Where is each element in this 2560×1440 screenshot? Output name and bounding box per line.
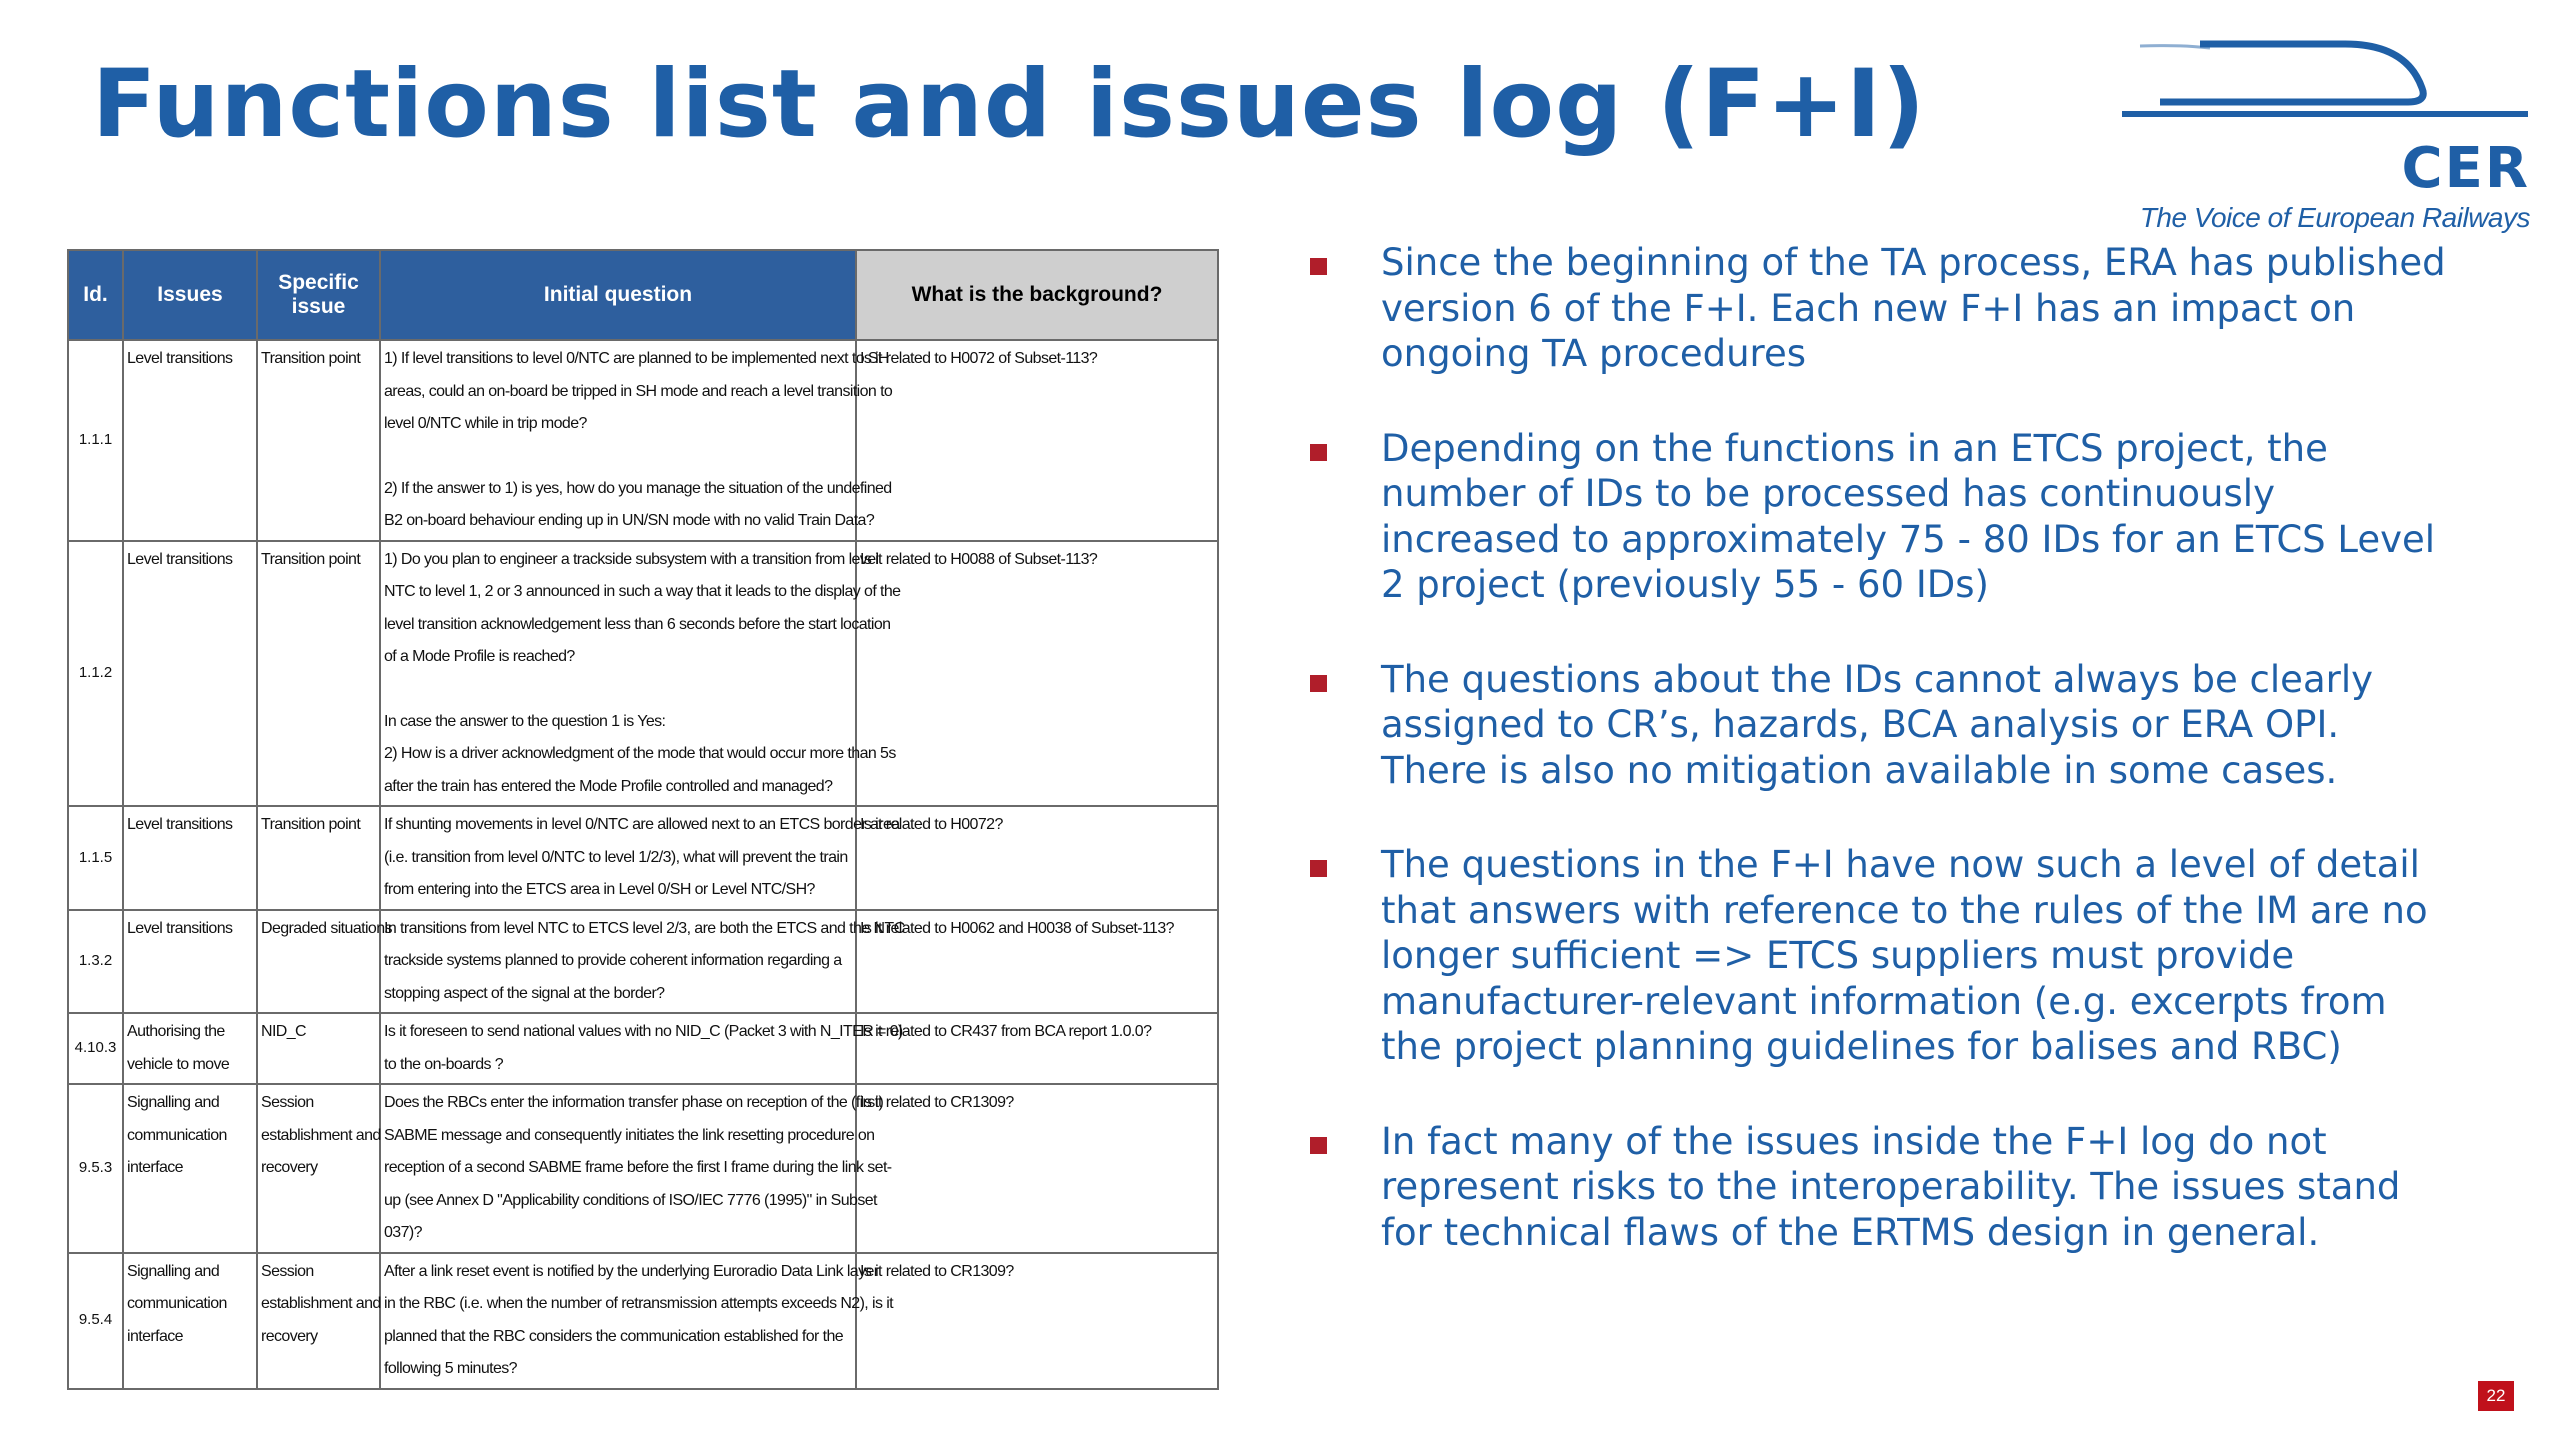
cell-background	[856, 1013, 1218, 1084]
cell-id: 1.1.5	[68, 806, 123, 910]
bullet-item	[1300, 657, 2530, 794]
cell-specific-issue	[257, 910, 392, 1014]
bullet-line: increased to approximately 75 - 80 IDs for an ETCS Level	[1381, 517, 2436, 561]
cell-id: 4.10.3	[68, 1013, 123, 1084]
bullet-line: In fact many of the issues inside the F+I log do not	[1381, 1119, 2327, 1163]
cell-issue	[123, 806, 257, 910]
cell-specific-issue	[257, 806, 380, 910]
cell-line: 1) If level transitions to level 0/NTC are planned to be implemented next to SH	[384, 350, 889, 367]
table-row	[68, 806, 1218, 910]
cell-line: Is it related to CR1309?	[860, 1262, 1014, 1280]
bullet-line: The questions about the IDs cannot always be clearly	[1381, 657, 2374, 701]
bullet-line: represent risks to the interoperability. The issues stand	[1381, 1165, 2401, 1208]
cell-line: Is it related to CR1309?	[860, 1094, 1014, 1111]
cell-line: Authorising the	[127, 1023, 225, 1040]
cell-line: 2) How is a driver acknowledgment of the mode that would occur more than 5s	[384, 745, 896, 762]
cell-line: NID_C	[261, 1023, 307, 1040]
cell-id: 9.5.3	[68, 1084, 123, 1253]
cell-specific-issue	[257, 1013, 380, 1084]
cell-id: 1.1.2	[68, 541, 123, 807]
bullet-square-icon	[1310, 258, 1327, 275]
cell-line: Session	[261, 1262, 314, 1280]
bullet-line: manufacturer-relevant information (e.g. excerpts from	[1381, 979, 2387, 1023]
cell-line: interface	[127, 1327, 183, 1345]
cell-line: from entering into the ETCS area in Level 0/SH or Level NTC/SH?	[384, 881, 815, 898]
cell-line: vehicle to move	[127, 1055, 230, 1073]
bullet-line: that answers with reference to the rules of the IM are no	[1381, 888, 2428, 932]
cell-specific-issue	[257, 541, 380, 807]
bullet-text	[1381, 657, 2530, 794]
cell-initial-question	[380, 1013, 903, 1084]
cell-issue	[123, 340, 257, 541]
logo-name: CER	[2401, 136, 2530, 201]
cell-issue	[123, 541, 257, 807]
blank-line	[384, 674, 852, 706]
cell-id: 1.1.1	[68, 340, 123, 541]
bullet-line: ongoing TA procedures	[1381, 332, 1806, 375]
cell-initial-question	[380, 1084, 892, 1253]
table-row	[68, 340, 1218, 541]
cell-issue	[123, 910, 257, 1014]
bullet-line: for technical flaws of the ERTMS design in general.	[1381, 1210, 2320, 1254]
cell-line: Signalling and	[127, 1262, 220, 1280]
bullet-text	[1381, 240, 2530, 377]
cell-line: Signalling and	[127, 1094, 220, 1111]
cell-line: Is it related to H0062 and H0038 of Subset-113?	[860, 919, 1174, 937]
cell-line: Is it related to H0072 of Subset-113?	[860, 350, 1098, 367]
bullet-line: The questions in the F+I have now such a level of detail	[1381, 843, 2420, 886]
cell-line: in the RBC (i.e. when the number of retransmission attempts exceeds N2), is it	[384, 1295, 893, 1312]
table-row	[68, 910, 1218, 1014]
cell-line: B2 on-board behaviour ending up in UN/SN mode with no valid Train Data?	[384, 512, 875, 529]
cell-line: Is it related to H0088 of Subset-113?	[860, 550, 1098, 568]
cell-specific-issue	[257, 1253, 380, 1389]
bullet-line: number of IDs to be processed has continuously	[1381, 472, 2275, 515]
cell-initial-question	[380, 340, 893, 541]
bullet-line: longer sufficient => ETCS suppliers must provide	[1381, 934, 2295, 977]
bullet-line: version 6 of the F+I. Each new F+I has an impact on	[1381, 286, 2356, 330]
table-row	[68, 1084, 1218, 1253]
cell-line: In case the answer to the question 1 is Yes:	[384, 712, 666, 730]
bullet-item	[1300, 1119, 2530, 1256]
cell-line: trackside systems planned to provide coherent information regarding a	[384, 952, 842, 969]
bullet-text	[1381, 426, 2530, 608]
cell-line: Is it related to CR437 from BCA report 1.0.0?	[860, 1023, 1152, 1040]
cell-line: Session	[261, 1094, 314, 1111]
cell-line: recovery	[261, 1159, 318, 1176]
cell-background	[856, 806, 1218, 910]
cell-initial-question	[380, 910, 905, 1014]
cell-line: after the train has entered the Mode Profile controlled and managed?	[384, 777, 833, 795]
cell-line: Level transitions	[127, 919, 233, 937]
cell-line: Transition point	[261, 816, 361, 833]
cell-line: establishment and	[261, 1295, 381, 1312]
cell-line: areas, could an on-board be tripped in SH mode and reach a level transition to	[384, 382, 893, 400]
cell-line: Degraded situations	[261, 919, 392, 937]
cell-line: Does the RBCs enter the information transfer phase on reception of the (first)	[384, 1094, 884, 1111]
cell-issue	[123, 1013, 257, 1084]
cell-initial-question	[380, 806, 900, 910]
fi-table	[67, 249, 1219, 1390]
cell-line: interface	[127, 1159, 183, 1176]
bullet-item	[1300, 426, 2530, 608]
cell-line: level transition acknowledgement less than 6 seconds before the start location	[384, 615, 891, 633]
cell-background	[856, 1253, 1218, 1389]
bullet-text	[1381, 1119, 2530, 1256]
bullet-square-icon	[1310, 1137, 1327, 1154]
bullet-list	[1300, 240, 2530, 1304]
cell-line: Is it foreseen to send national values with no NID_C (Packet 3 with N_ITER = 0)	[384, 1023, 903, 1040]
cell-id: 9.5.4	[68, 1253, 123, 1389]
table-row	[68, 1013, 1218, 1084]
cell-line: to the on-boards ?	[384, 1055, 504, 1073]
header-initial-question: Initial question	[380, 250, 856, 340]
cell-line: 1) Do you plan to engineer a trackside subsystem with a transition from level	[384, 550, 879, 568]
cell-line: reception of a second SABME frame before the first I frame during the link set-	[384, 1159, 892, 1176]
bullet-item	[1300, 842, 2530, 1070]
blank-line	[384, 441, 852, 473]
table-row	[68, 1253, 1218, 1389]
cer-logo	[2120, 38, 2530, 238]
rail-swoosh-icon	[2120, 38, 2530, 138]
cell-issue	[123, 1253, 257, 1389]
table-body	[68, 340, 1218, 1389]
bullet-line: assigned to CR’s, hazards, BCA analysis or ERA OPI.	[1381, 703, 2340, 746]
cell-initial-question	[380, 1253, 893, 1389]
cell-line: If shunting movements in level 0/NTC are allowed next to an ETCS border area	[384, 816, 900, 833]
cell-line: following 5 minutes?	[384, 1360, 517, 1377]
cell-issue	[123, 1084, 257, 1253]
cell-line: Transition point	[261, 350, 361, 367]
cell-line: Transition point	[261, 550, 361, 568]
logo-tagline: The Voice of European Railways	[2139, 202, 2530, 233]
cell-line: Level transitions	[127, 816, 233, 833]
table-header-row	[68, 250, 1218, 340]
cell-line: In transitions from level NTC to ETCS level 2/3, are both the ETCS and the NTC	[384, 919, 905, 937]
bullet-square-icon	[1310, 675, 1327, 692]
bullet-line: There is also no mitigation available in some cases.	[1381, 748, 2338, 792]
cell-specific-issue	[257, 1084, 380, 1253]
header-issues: Issues	[123, 250, 257, 340]
bullet-square-icon	[1310, 444, 1327, 461]
bullet-square-icon	[1310, 860, 1327, 877]
cell-line: communication	[127, 1295, 227, 1312]
page-number: 22	[2478, 1381, 2514, 1411]
cell-background	[856, 340, 1218, 541]
bullet-line: Depending on the functions in an ETCS project, the	[1381, 426, 2328, 470]
cell-background	[856, 1084, 1218, 1253]
bullet-line: the project planning guidelines for balises and RBC)	[1381, 1025, 2342, 1068]
bullet-line: Since the beginning of the TA process, ERA has published	[1381, 241, 2446, 284]
cell-line: stopping aspect of the signal at the border?	[384, 984, 665, 1002]
bullet-text	[1381, 842, 2530, 1070]
cell-line: of a Mode Profile is reached?	[384, 648, 575, 665]
cell-line: After a link reset event is notified by the underlying Euroradio Data Link layer	[384, 1262, 879, 1280]
cell-line: communication	[127, 1126, 227, 1144]
header-background: What is the background?	[856, 250, 1218, 340]
header-id: Id.	[68, 250, 123, 340]
cell-line: NTC to level 1, 2 or 3 announced in such a way that it leads to the display of the	[384, 583, 901, 600]
cell-line: planned that the RBC considers the communication established for the	[384, 1327, 844, 1345]
bullet-item	[1300, 240, 2530, 377]
slide-title: Functions list and issues log (F+I)	[92, 50, 1926, 159]
cell-line: Level transitions	[127, 550, 233, 568]
cell-line: 037)?	[384, 1224, 422, 1241]
cell-line: establishment and	[261, 1126, 381, 1144]
cell-id: 1.3.2	[68, 910, 123, 1014]
cell-line: recovery	[261, 1327, 318, 1345]
cell-line: SABME message and consequently initiates the link resetting procedure on	[384, 1126, 875, 1144]
cell-background	[856, 541, 1218, 807]
cell-background	[856, 910, 1218, 1014]
bullet-line: 2 project (previously 55 - 60 IDs)	[1381, 563, 1989, 606]
cell-line: (i.e. transition from level 0/NTC to level 1/2/3), what will prevent the train	[384, 848, 848, 866]
cell-line: 2) If the answer to 1) is yes, how do you manage the situation of the undefined	[384, 479, 892, 497]
header-specific-issue: Specific issue	[257, 250, 380, 340]
cell-specific-issue	[257, 340, 380, 541]
table-row	[68, 541, 1218, 807]
cell-initial-question	[380, 541, 901, 807]
cell-line: level 0/NTC while in trip mode?	[384, 415, 587, 432]
cell-line: up (see Annex D "Applicability conditions of ISO/IEC 7776 (1995)" in Subset	[384, 1191, 877, 1209]
cell-line: Is it related to H0072?	[860, 816, 1003, 833]
cell-line: Level transitions	[127, 350, 233, 367]
